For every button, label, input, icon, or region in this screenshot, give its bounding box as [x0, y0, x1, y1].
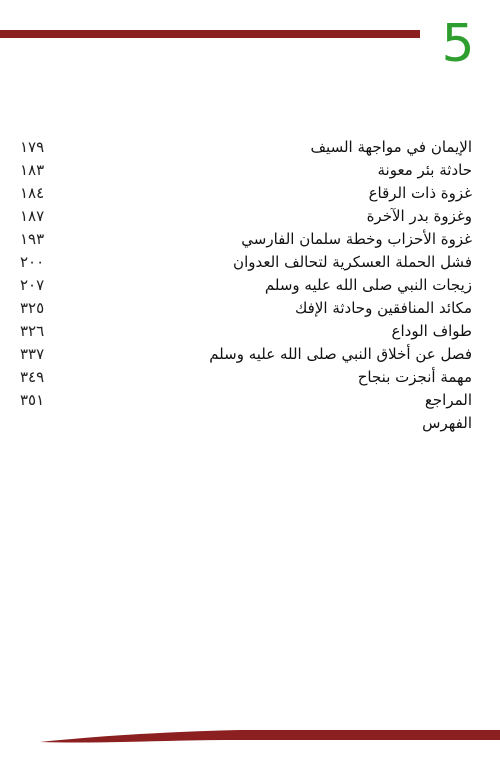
top-decorative-rule [0, 30, 420, 38]
toc-title: مكائد المنافقين وحادثة الإفك [295, 299, 472, 317]
toc-title: وغزوة بدر الآخرة [366, 207, 472, 225]
toc-row [20, 159, 480, 182]
toc-page-number: ٣٥١ [20, 391, 45, 409]
toc-row [20, 297, 480, 320]
bottom-decorative-rule [40, 724, 500, 748]
page-number: 5 [441, 14, 475, 74]
toc-page-number: ٣٤٩ [20, 368, 45, 386]
toc-row [20, 182, 480, 205]
toc-title: المراجع [424, 391, 472, 409]
toc-page-number: ١٨٧ [20, 207, 45, 225]
toc-title: زيجات النبي صلى الله عليه وسلم [264, 276, 472, 294]
toc-title: الفهرس [422, 414, 472, 432]
toc-title: فصل عن أخلاق النبي صلى الله عليه وسلم [209, 345, 472, 363]
toc-row [20, 389, 480, 412]
toc-title: غزوة ذات الرقاع [368, 184, 472, 202]
toc-page-number: ٣٢٥ [20, 299, 45, 317]
toc-title: غزوة الأحزاب وخطة سلمان الفارسي [241, 230, 472, 248]
toc-title: فشل الحملة العسكرية لتحالف العدوان [233, 253, 472, 271]
toc-row [20, 343, 480, 366]
toc-row [20, 366, 480, 389]
toc-title: الإيمان في مواجهة السيف [310, 138, 472, 156]
toc-page-number: ٣٢٦ [20, 322, 45, 340]
toc-row [20, 320, 480, 343]
toc-page-number: ١٧٩ [20, 138, 45, 156]
toc-page-number: ٣٣٧ [20, 345, 45, 363]
toc-page-number: ١٨٤ [20, 184, 45, 202]
table-of-contents [20, 136, 480, 435]
toc-page-number: ٢٠٠ [20, 253, 45, 271]
toc-row [20, 251, 480, 274]
toc-page-number: ١٩٣ [20, 230, 45, 248]
toc-page-number: ٢٠٧ [20, 276, 45, 294]
toc-row [20, 412, 480, 435]
toc-title: حادثة بئر معونة [377, 161, 472, 179]
toc-title: مهمة أنجزت بنجاح [357, 368, 472, 386]
toc-row [20, 274, 480, 297]
toc-row [20, 205, 480, 228]
toc-row [20, 228, 480, 251]
toc-page-number: ١٨٣ [20, 161, 45, 179]
toc-row [20, 136, 480, 159]
toc-title: طواف الوداع [391, 322, 472, 340]
